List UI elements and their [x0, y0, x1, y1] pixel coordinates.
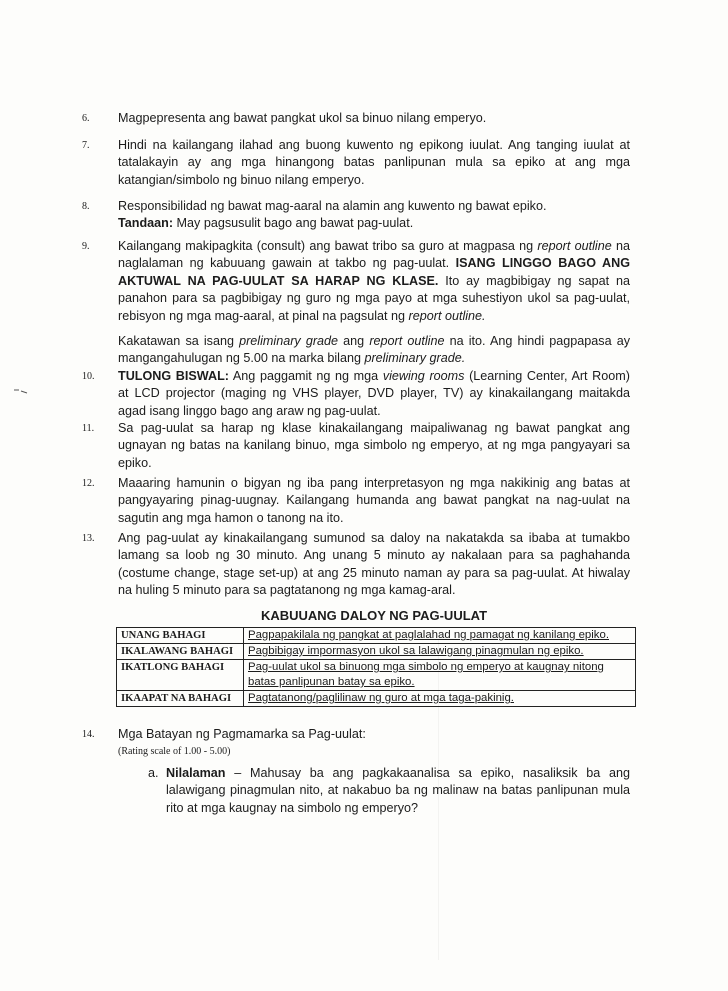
item-number: 14. [82, 729, 95, 740]
note-line [118, 215, 630, 232]
row-description-text: Pagtatanong/paglilinaw ng guro at mga taga-pakinig. [248, 692, 514, 704]
text-run: ang [338, 334, 370, 349]
list-item-12 [82, 475, 630, 527]
list-item-8 [82, 198, 630, 233]
item-text: Magpepresenta ang bawat pangkat ukol sa binuo nilang emperyo. [118, 111, 487, 125]
list-item-10 [82, 368, 630, 420]
list-item-11 [82, 420, 630, 472]
row-description [244, 691, 636, 707]
item-text: Hindi na kailangang ilahad ang buong kuwento ng epikong iuulat. Ang tanging iuulat at tatalakayin ay ang mga hinangong batas panlipunan mula sa epiko at ang mga katangian/simbolo ng binuo nilang emperyo. [118, 138, 630, 187]
text-run: Kakatawan sa isang [118, 334, 240, 349]
text-run: Kailangang makipagkita (consult) ang bawat tribo sa guro at magpasa ng [118, 239, 538, 253]
row-label: IKALAWANG BAHAGI [117, 644, 244, 660]
item-number: 8. [82, 201, 90, 212]
flow-table [116, 627, 636, 707]
criterion-label: Nilalaman [166, 766, 226, 780]
text-run: Ito ay magbibigay ng sapat na panahon para sa pagbibigay ng guro ng mga payo at mga suhestiyon ukol sa pag-uulat, rebisyon ng mga mag-aaral, at pinal na pagsulat ng [118, 273, 630, 323]
table-row [117, 660, 636, 691]
list-item-6 [82, 110, 630, 127]
row-description-text: Pagpapakilala ng pangkat at paglalahad ng pamagat ng kanilang epiko. [248, 629, 609, 641]
grading-criterion-a [148, 765, 630, 817]
margin-pen-mark [14, 388, 28, 394]
item-text: Responsibilidad ng bawat mag-aaral na alamin ang kuwento ng bawat epiko. [118, 199, 547, 213]
text-run: preliminary grade [239, 334, 339, 349]
text-run: (Learning Center, Art Room) at LCD projector (maging ng VHS player, DVD player, TV) ay kinakailangang maitakda agad isang linggo bago ang araw ng pag-uulat. [118, 369, 630, 418]
item-label: TULONG BISWAL: [118, 369, 229, 383]
item-text: Sa pag-uulat sa harap ng klase kinakailangang maipaliwanag ng bawat pangkat ang ugnayan ng batas na kanilang binuo, mga simbolo ng emperyo, at ng mga pangyayari sa epiko. [118, 421, 630, 470]
text-run: na naglalaman ng kabuuang gawain at takbo ng pag-uulat. [118, 239, 630, 271]
item-paragraph-2 [118, 333, 630, 368]
list-item-13 [82, 530, 630, 600]
row-label: IKATLONG BAHAGI [117, 660, 244, 691]
list-item-14 [82, 726, 630, 761]
text-run: na ito. Ang hindi pagpapasa ay mangangahulugan ng 5.00 na marka bilang [118, 334, 631, 366]
text-run: – Mahusay ba ang pagkakaanalisa sa epiko, nasaliksik ba ang lalawigang pinagmulan nito, at nakabuo ba ng malinaw na batas panlipunan mula rito at mga kaugnay na simbolo ng emperyo? [166, 766, 630, 815]
table-row [117, 691, 636, 707]
item-number: 7. [82, 140, 90, 151]
item-text [118, 368, 630, 420]
text-run: viewing rooms [382, 369, 465, 383]
text-run: report outline [369, 334, 445, 349]
text-run: preliminary grade. [364, 351, 466, 366]
item-number: 10. [82, 371, 95, 382]
item-paragraph-1 [118, 238, 630, 325]
text-run: report outline. [408, 308, 486, 323]
row-description [244, 628, 636, 644]
criterion-letter: a. [148, 766, 159, 780]
item-number: 11. [82, 423, 95, 434]
flow-table-title: KABUUANG DALOY NG PAG-UULAT [260, 608, 488, 623]
item-text: Ang pag-uulat ay kinakailangang sumunod sa daloy na nakatakda sa ibaba at tumakbo lamang sa loob ng 30 minuto. Ang unang 5 minuto ay nakalaan para sa paghahanda (costume change, stage set-up) at ang 25 minuto naman ay para sa pag-uulat. At hiwalay na huling 5 minuto para sa pagtatanong ng mga kamag-aral. [118, 531, 630, 598]
row-label: IKAAPAT NA BAHAGI [117, 691, 244, 707]
row-description-text: Pag-uulat ukol sa binuong mga simbolo ng emperyo at kaugnay nitong batas panlipunan batay sa epiko. [248, 661, 604, 688]
list-item-9 [82, 238, 630, 368]
text-run: Ang paggamit ng ng mga [228, 369, 383, 383]
row-description-text: Pagbibigay impormasyon ukol sa lalawigang pinagmulan ng epiko. [248, 645, 584, 657]
note-text: May pagsusulit bago ang bawat pag-uulat. [173, 216, 414, 231]
row-description [244, 644, 636, 660]
rating-scale: (Rating scale of 1.00 - 5.00) [118, 746, 231, 758]
emphasis-text: ISANG LINGGO BAGO ANG AKTUWAL NA PAG-UULAT SA HARAP NG KLASE. [118, 256, 630, 288]
item-number: 6. [82, 113, 90, 124]
row-label: UNANG BAHAGI [117, 628, 244, 644]
list-item-7 [82, 137, 630, 189]
table-row [117, 644, 636, 660]
item-number: 9. [82, 241, 90, 252]
text-run: report outline [537, 239, 612, 253]
item-text: Maaaring hamunin o bigyan ng iba pang interpretasyon ng mga nakikinig ang batas at pangyayaring pinag-uugnay. Kailangang humanda ang bawat pangkat na nag-uulat na sagutin ang mga hamon o tanong na ito. [118, 476, 630, 525]
item-number: 12. [82, 478, 95, 489]
criterion-text [166, 765, 630, 817]
item-number: 13. [82, 533, 95, 544]
note-label: Tandaan: [118, 216, 174, 231]
row-description [244, 660, 636, 691]
grading-title: Mga Batayan ng Pagmamarka sa Pag-uulat: [118, 727, 366, 741]
table-row [117, 628, 636, 644]
